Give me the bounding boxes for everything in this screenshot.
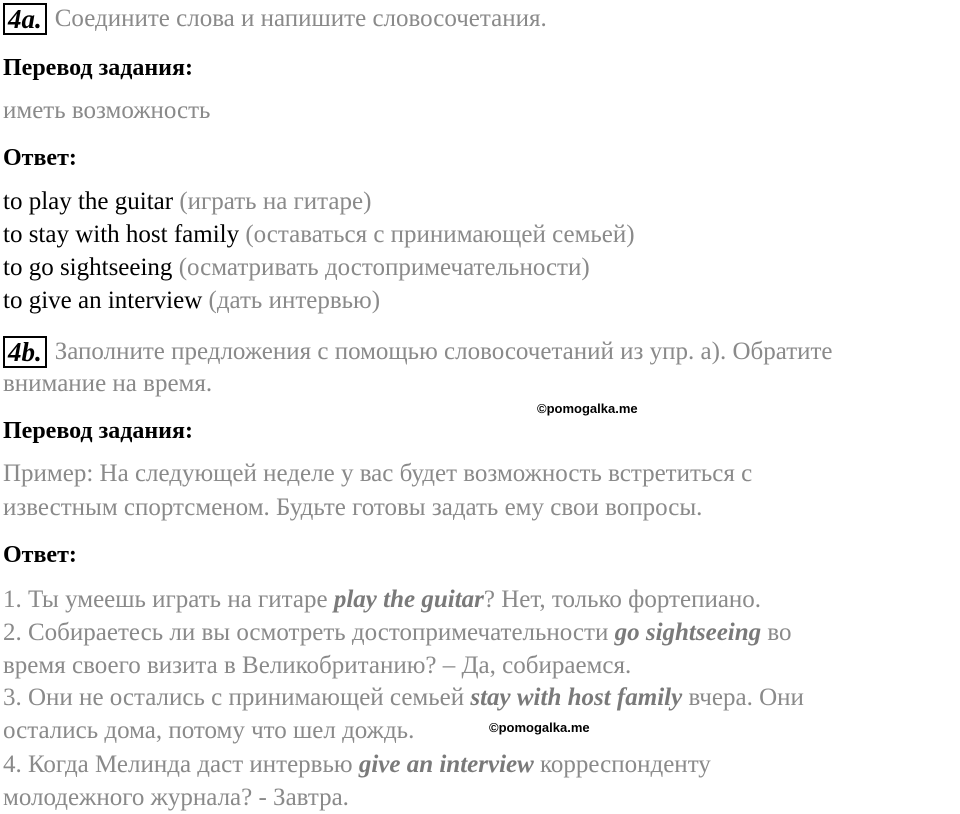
watermark: ©pomogalka.me xyxy=(489,720,590,735)
task-4b-instruction-1: Заполните предложения с помощью словосочетаний из упр. а). Обратите xyxy=(54,338,833,365)
answer-line xyxy=(3,186,371,218)
answer-text: 3. Они не остались с принимающей семьей xyxy=(3,684,471,711)
answer-en: to stay with host family xyxy=(3,221,240,248)
task-4b-translation-heading: Перевод задания: xyxy=(3,418,193,444)
answer-text: ? Нет, только фортепиано. xyxy=(483,586,762,613)
task-4a-translation-heading: Перевод задания: xyxy=(3,55,193,81)
task-4b-header xyxy=(3,336,833,368)
answer-text: остались дома, потому что шел дождь. xyxy=(3,717,415,744)
answer-item xyxy=(3,749,711,781)
task-4b-translation-2: известным спортсменом. Будьте готовы задать ему свои вопросы. xyxy=(3,494,703,521)
task-4b-badge: 4b. xyxy=(3,336,47,368)
answer-line xyxy=(3,285,380,317)
answer-ru: (оставаться с принимающей семьей) xyxy=(239,221,635,248)
answer-item xyxy=(3,617,792,649)
answer-text: 1. Ты умеешь играть на гитаре xyxy=(3,586,334,613)
task-4a-translation: иметь возможность xyxy=(3,97,211,124)
answer-highlight: go sightseeing xyxy=(614,619,762,646)
answer-item xyxy=(3,715,414,747)
answer-item xyxy=(3,650,631,682)
task-4a-badge: 4a. xyxy=(3,3,47,35)
answer-ru: (дать интервью) xyxy=(202,287,381,314)
task-4b-instruction-2: внимание на время. xyxy=(3,370,213,397)
answer-highlight: give an interview xyxy=(358,751,534,778)
answer-item xyxy=(3,584,761,616)
answer-text: молодежного журнала? - Завтра. xyxy=(3,784,349,811)
answer-item xyxy=(3,782,349,814)
answer-text: 2. Собираетесь ли вы осмотреть достопримечательности xyxy=(3,619,615,646)
watermark: ©pomogalka.me xyxy=(537,401,638,416)
answer-item xyxy=(3,682,804,714)
task-4b-translation-1: Пример: На следующей неделе у вас будет возможность встретиться с xyxy=(3,460,753,487)
answer-text: вчера. Они xyxy=(682,684,804,711)
task-4a-instruction: Соедините слова и напишите словосочетания. xyxy=(54,5,547,32)
task-4a-answer-heading: Ответ: xyxy=(3,145,77,171)
answer-ru: (играть на гитаре) xyxy=(173,188,372,215)
answer-line xyxy=(3,252,590,284)
answer-highlight: stay with host family xyxy=(470,684,683,711)
answer-highlight: play the guitar xyxy=(333,586,484,613)
answer-text: во xyxy=(761,619,792,646)
answer-text: 4. Когда Мелинда даст интервью xyxy=(3,751,359,778)
answer-en: to give an interview xyxy=(3,287,203,314)
answer-line xyxy=(3,219,635,251)
answer-en: to play the guitar xyxy=(3,188,174,215)
answer-text: корреспонденту xyxy=(533,751,711,778)
task-4a-header xyxy=(3,3,547,35)
answer-ru: (осматривать достопримечательности) xyxy=(172,254,590,281)
answer-en: to go sightseeing xyxy=(3,254,173,281)
task-4b-answer-heading: Ответ: xyxy=(3,542,77,568)
answer-text: время своего визита в Великобританию? – Да, собираемся. xyxy=(3,652,632,679)
